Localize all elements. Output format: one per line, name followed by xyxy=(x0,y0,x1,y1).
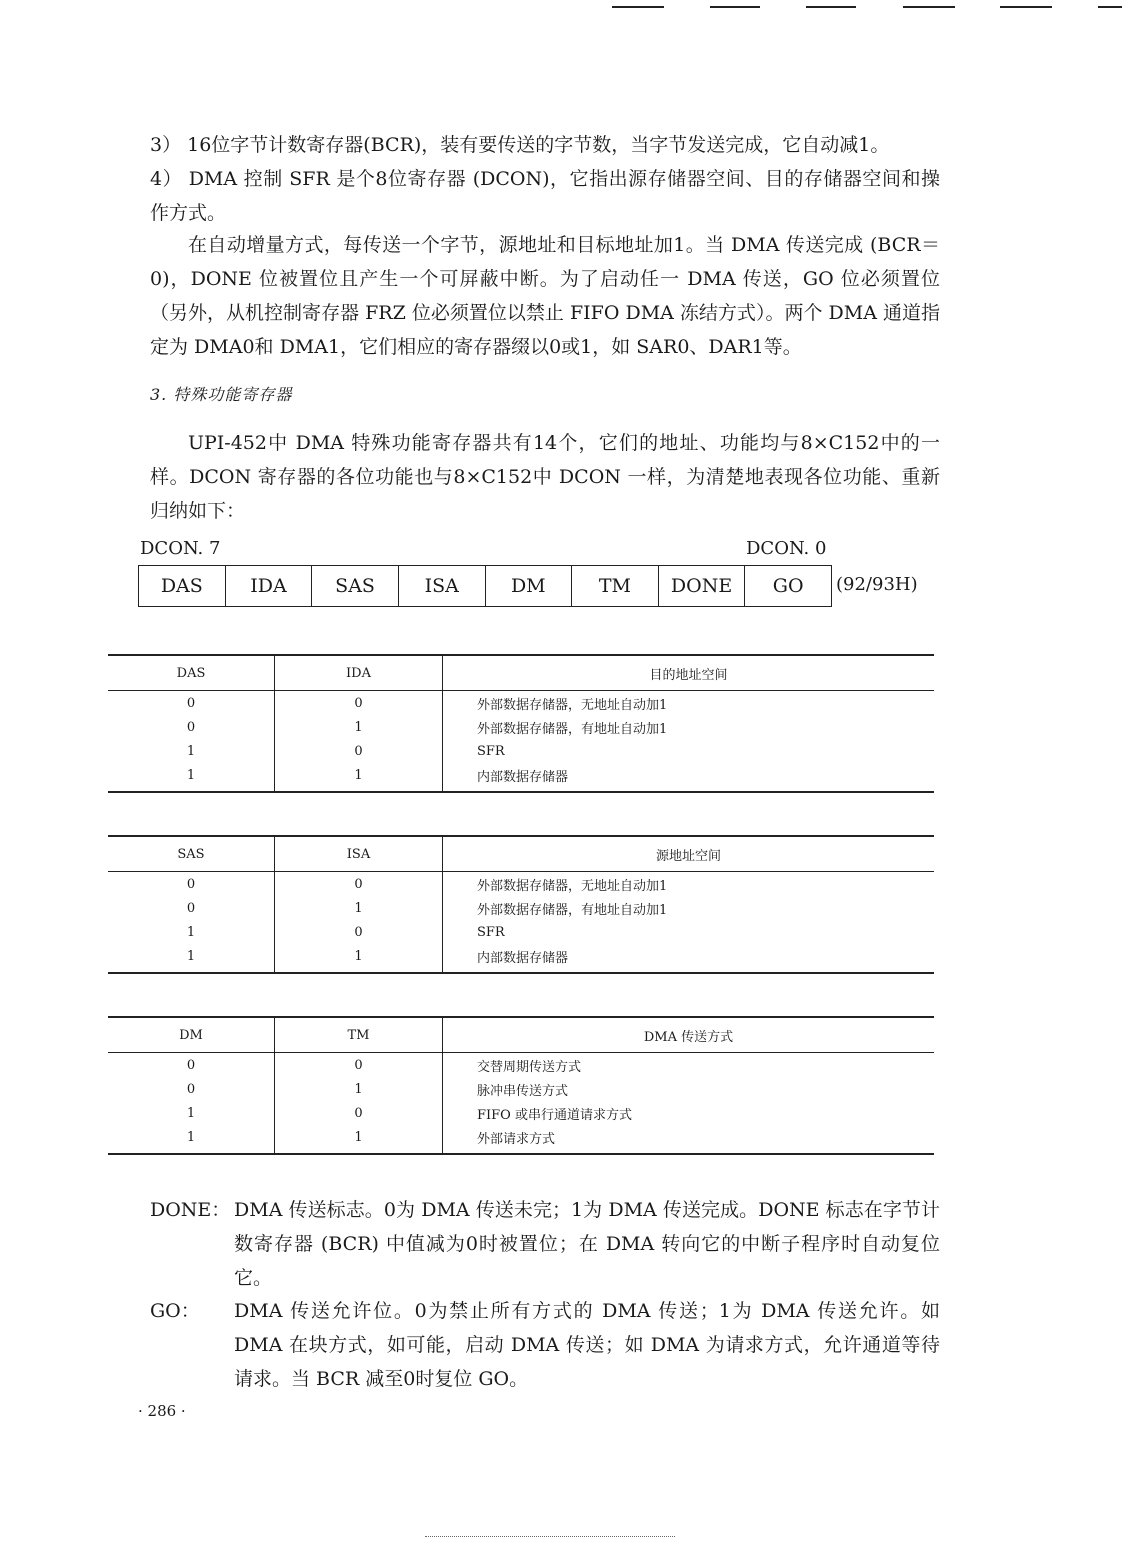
register-bit: DM xyxy=(486,566,573,606)
table-cell: 内部数据存储器 xyxy=(443,944,935,973)
register-bit: IDA xyxy=(226,566,313,606)
footer-dotted-rule xyxy=(425,1536,675,1539)
table-row xyxy=(108,739,934,763)
definition-done xyxy=(150,1193,940,1295)
register-bit: ISA xyxy=(399,566,486,606)
table-row xyxy=(108,944,934,973)
paragraph-auto-increment: 在自动增量方式，每传送一个字节，源地址和目标地址加1。当 DMA 传送完成 (BCR＝0)，DONE 位被置位且产生一个可屏蔽中断。为了启动任一 DMA 传送，GO 位必须置位（另外，从机控制寄存器 FRZ 位必须置位以禁止 FIFO DMA 冻结方式）。两个 DMA 通道指定为 DMA0和 DMA1，它们相应的寄存器缀以0或1，如 SAR0、DAR1等。 xyxy=(150,234,940,358)
definition-go xyxy=(150,1294,940,1396)
table-cell: 内部数据存储器 xyxy=(443,763,935,792)
table-cell: 0 xyxy=(275,1101,443,1125)
definition-text: DMA 传送标志。0为 DMA 传送未完；1为 DMA 传送完成。DONE 标志在字节计数寄存器 (BCR) 中值减为0时被置位；在 DMA 转向它的中断子程序时自动复位它。 xyxy=(234,1199,940,1289)
table-cell: 0 xyxy=(108,896,275,920)
table-header: DMA 传送方式 xyxy=(443,1017,935,1053)
table-row xyxy=(108,896,934,920)
table-row xyxy=(108,920,934,944)
table-cell: SFR xyxy=(477,743,505,759)
table-cell: 1 xyxy=(275,1125,443,1154)
table-row xyxy=(108,1125,934,1154)
table-cell: 1 xyxy=(108,1101,275,1125)
table-row xyxy=(108,763,934,792)
register-bit: DONE xyxy=(659,566,746,606)
table-row xyxy=(108,1101,934,1125)
table-cell: 外部数据存储器，无地址自动加1 xyxy=(477,697,668,713)
table-cell: 外部数据存储器，有地址自动加1 xyxy=(477,902,668,918)
table-row xyxy=(108,1077,934,1101)
register-bit: SAS xyxy=(312,566,399,606)
definition-term: DONE： xyxy=(150,1199,231,1221)
table-cell: 外部数据存储器，有地址自动加1 xyxy=(477,721,668,737)
table-row xyxy=(108,1053,934,1078)
table-cell: 0 xyxy=(275,920,443,944)
table-cell: 外部数据存储器，无地址自动加1 xyxy=(477,878,668,894)
source-space-table xyxy=(108,835,934,974)
section-title: 3. 特殊功能寄存器 xyxy=(150,385,293,404)
table-cell: 脉冲串传送方式 xyxy=(477,1083,569,1099)
table-row xyxy=(108,872,934,897)
table-header: 目的地址空间 xyxy=(443,655,935,691)
table-header: DM xyxy=(108,1017,275,1053)
table-header: IDA xyxy=(275,655,443,691)
table-cell: 1 xyxy=(108,944,275,973)
table-header: ISA xyxy=(275,836,443,872)
table-cell: 1 xyxy=(108,739,275,763)
table-cell: 0 xyxy=(108,691,275,716)
table-cell: 0 xyxy=(108,1077,275,1101)
table-header-row xyxy=(108,1017,934,1053)
table-cell: 0 xyxy=(275,739,443,763)
table-header-row xyxy=(108,655,934,691)
table-cell: 0 xyxy=(275,1053,443,1078)
header-rule-marks xyxy=(600,6,1122,10)
paragraph-sfr-intro: UPI-452中 DMA 特殊功能寄存器共有14个，它们的地址、功能均与8×C152中的一样。DCON 寄存器的各位功能也与8×C152中 DCON 一样，为清楚地表现各位功能、重新归纳如下： xyxy=(150,432,940,522)
table-row xyxy=(108,691,934,716)
table-header-row xyxy=(108,836,934,872)
register-bit: TM xyxy=(572,566,659,606)
page-number: · 286 · xyxy=(138,1402,186,1420)
table-cell: 1 xyxy=(275,715,443,739)
table-cell: 0 xyxy=(108,715,275,739)
table-cell: FIFO 或串行通道请求方式 xyxy=(477,1107,632,1123)
register-bit: GO xyxy=(772,575,804,597)
table-cell: 1 xyxy=(275,944,443,973)
table-cell: 1 xyxy=(108,920,275,944)
table-cell: 0 xyxy=(275,691,443,716)
table-row xyxy=(108,715,934,739)
table-cell: 1 xyxy=(275,896,443,920)
dcon-register-diagram xyxy=(138,565,832,607)
definition-text: DMA 传送允许位。0为禁止所有方式的 DMA 传送；1为 DMA 传送允许。如 DMA 在块方式，如可能，启动 DMA 传送；如 DMA 为请求方式，允许通道等待请求。当 BCR 减至0时复位 GO。 xyxy=(234,1300,940,1390)
register-msb-label: DCON. 7 xyxy=(140,538,221,559)
table-cell: 0 xyxy=(275,872,443,897)
table-header: DAS xyxy=(108,655,275,691)
paragraph-bcr: 3） 16位字节计数寄存器(BCR)，装有要传送的字节数，当字节发送完成，它自动减1。 xyxy=(150,134,890,156)
table-cell: SFR xyxy=(477,924,505,940)
paragraph-dma-control: 4） DMA 控制 SFR 是个8位寄存器 (DCON)，它指出源存储器空间、目的存储器空间和操作方式。 xyxy=(150,168,940,224)
table-header: SAS xyxy=(108,836,275,872)
definition-term: GO： xyxy=(150,1300,200,1322)
destination-space-table xyxy=(108,654,934,793)
table-cell: 0 xyxy=(108,872,275,897)
table-header: TM xyxy=(275,1017,443,1053)
table-header: 源地址空间 xyxy=(443,836,935,872)
table-cell: 外部请求方式 xyxy=(443,1125,935,1154)
register-lsb-label: DCON. 0 xyxy=(746,538,827,559)
table-cell: 1 xyxy=(275,763,443,792)
table-cell: 1 xyxy=(275,1077,443,1101)
register-bit: DAS xyxy=(139,566,226,606)
transfer-mode-table xyxy=(108,1016,934,1155)
table-cell: 0 xyxy=(108,1053,275,1078)
table-cell: 1 xyxy=(108,1125,275,1154)
register-address: (92/93H) xyxy=(836,574,918,595)
table-cell: 1 xyxy=(108,763,275,792)
table-cell: 交替周期传送方式 xyxy=(477,1059,582,1075)
